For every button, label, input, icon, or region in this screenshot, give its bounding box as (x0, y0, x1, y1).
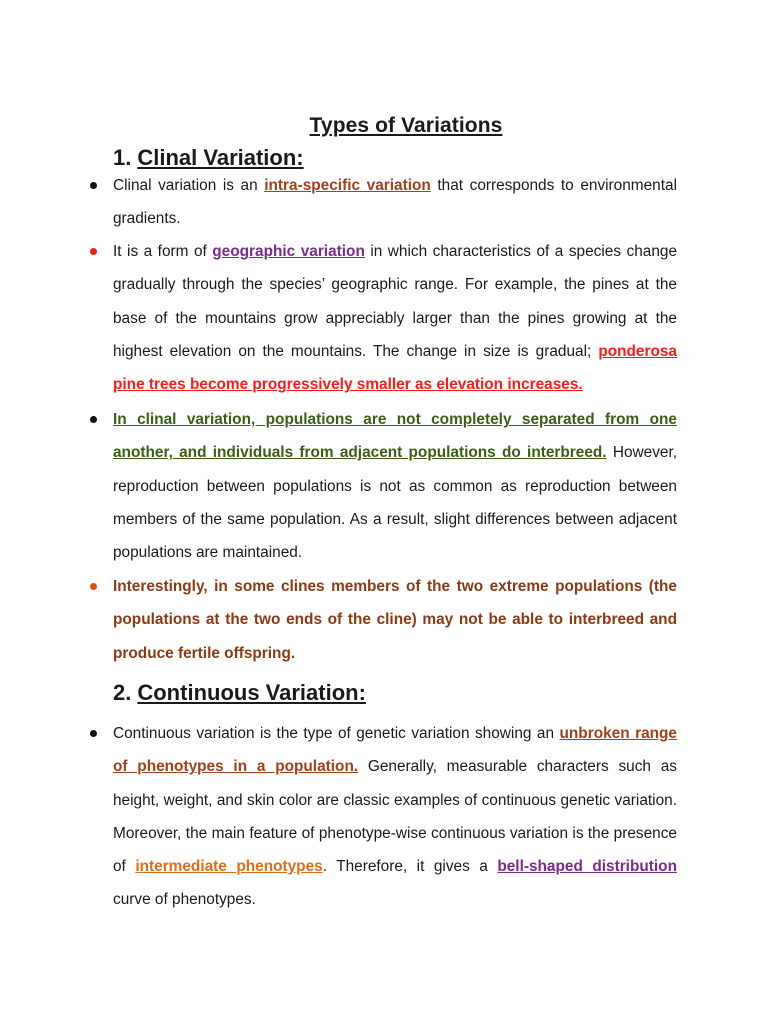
highlighted-term: intra-specific variation (264, 177, 431, 194)
section-title: Clinal Variation: (137, 145, 304, 170)
section-number: 1. (113, 145, 132, 170)
highlighted-term: unbroken range of phenotypes in a population. (113, 725, 677, 776)
body-text: However, reproduction between populations is not as common as reproduction between members of the same population. As a result, slight differences between adjacent populations are maintained. (113, 444, 678, 562)
highlighted-statement: In clinal variation, populations are not completely separated from one another, and individuals from adjacent populations do interbreed. (113, 411, 677, 462)
bullet-icon (90, 583, 97, 590)
bullet-icon (90, 248, 97, 255)
highlighted-term: bell-shaped distribution (497, 858, 677, 876)
body-text: Clinal variation is an (113, 177, 265, 194)
body-text: It is a form of (113, 243, 213, 260)
bullet-icon (90, 416, 97, 423)
list-item (113, 570, 677, 670)
highlighted-term: intermediate phenotypes (135, 858, 323, 876)
body-text: Continuous variation is the type of genetic variation showing an (113, 725, 560, 742)
list-item (113, 717, 677, 917)
list-item (113, 403, 677, 569)
bullet-icon (90, 182, 97, 189)
highlighted-statement: ponderosa pine trees become progressively smaller as elevation increases. (113, 342, 677, 394)
section-heading-continuous (113, 680, 366, 706)
section-heading-clinal (113, 145, 304, 171)
body-text: in which characteristics of a species change gradually through the species’ geographic range. For example, the pines at the base of the mountains grow appreciably larger than the pines growing at the highest elevation on the mountains. The change in size is gradual; (113, 243, 678, 360)
list-item (113, 235, 677, 401)
list-item (113, 169, 677, 236)
body-text: . Therefore, it gives a (322, 858, 498, 876)
bullet-icon (90, 730, 97, 737)
section-number: 2. (113, 680, 132, 705)
highlighted-term: geographic variation (212, 243, 365, 260)
page-title: Types of Variations (309, 114, 503, 137)
emphasized-text: Interestingly, in some clines members of the two extreme populations (the populations at the two ends of the cline) may not be able to interbreed and produce fertile offspring. (113, 578, 677, 662)
body-text: that corresponds to environmental gradients. (113, 177, 677, 228)
section-title: Continuous Variation: (137, 680, 366, 705)
body-text: Generally, measurable characters such as height, weight, and skin color are classic examples of continuous genetic variation. Moreover, the main feature of phenotype-wise continuous variation is the presence of (113, 758, 677, 876)
body-text: curve of phenotypes. (113, 891, 256, 909)
